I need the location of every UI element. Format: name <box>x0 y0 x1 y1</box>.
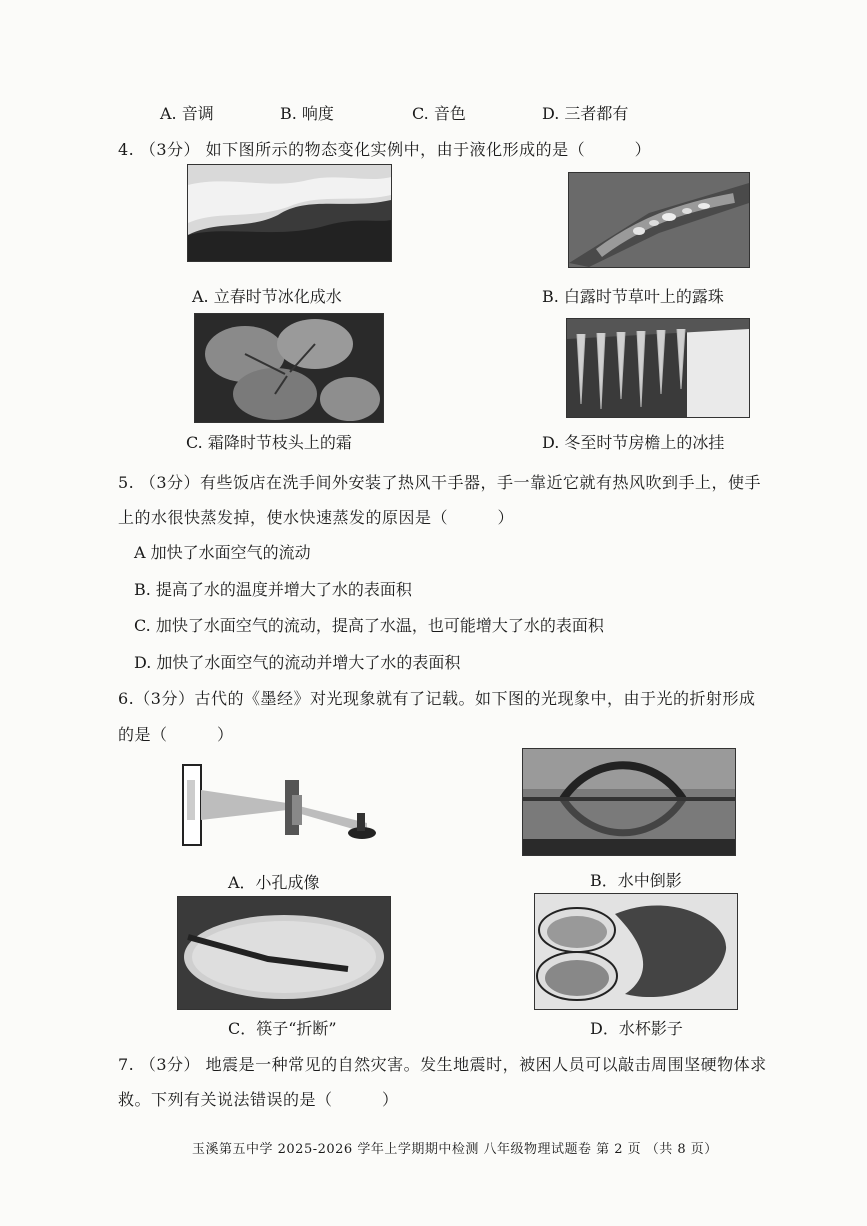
q7-stem-line1: 7. （3分） 地震是一种常见的自然灾害。发生地震时，被困人员可以敲击周围坚硬物体求 <box>118 1055 767 1074</box>
q6-caption-d: D．水杯影子 <box>590 1019 683 1038</box>
q3-option-c: C. 音色 <box>412 104 466 123</box>
q3-option-b: B. 响度 <box>280 104 334 123</box>
q3-option-a: A. 音调 <box>160 104 214 123</box>
q6-stem-line2: 的是（ ） <box>118 725 234 744</box>
pinhole-camera-diagram <box>177 755 389 855</box>
q5-option-b: B. 提高了水的温度并增大了水的表面积 <box>134 580 412 599</box>
bridge-reflection-photo <box>522 748 736 856</box>
q4-stem: 4. （3分） 如下图所示的物态变化实例中，由于液化形成的是（ ） <box>118 140 652 159</box>
q6-caption-b: B．水中倒影 <box>590 871 682 890</box>
q5-stem-line1: 5. （3分）有些饭店在洗手间外安装了热风干手器，手一靠近它就有热风吹到手上，使手 <box>118 473 762 492</box>
page-footer: 玉溪第五中学 2025-2026 学年上学期期中检测 八年级物理试题卷 第 2 页 （共 8 页） <box>192 1142 718 1157</box>
q5-stem-line2: 上的水很快蒸发掉，使水快速蒸发的原因是（ ） <box>118 508 515 527</box>
q3-option-d: D. 三者都有 <box>542 104 629 123</box>
q5-option-c: C. 加快了水面空气的流动，提高了水温，也可能增大了水的表面积 <box>134 616 604 635</box>
icicles-photo <box>566 318 750 418</box>
cup-shadow-photo <box>534 893 738 1010</box>
dew-on-leaf-photo <box>568 172 750 268</box>
q4-caption-b: B. 白露时节草叶上的露珠 <box>542 287 724 306</box>
bent-chopstick-photo <box>177 896 391 1010</box>
q7-stem-line2: 救。下列有关说法错误的是（ ） <box>118 1090 399 1109</box>
q4-caption-a: A. 立春时节冰化成水 <box>192 287 342 306</box>
frost-on-leaves-photo <box>194 313 384 423</box>
q5-option-a: A 加快了水面空气的流动 <box>134 543 311 562</box>
q6-stem-line1: 6.（3分）古代的《墨经》对光现象就有了记载。如下图的光现象中，由于光的折射形成 <box>118 689 756 708</box>
q6-caption-c: C．筷子“折断” <box>228 1019 337 1038</box>
ice-melting-photo <box>187 164 392 262</box>
q4-caption-c: C. 霜降时节枝头上的霜 <box>186 433 352 452</box>
q5-option-d: D. 加快了水面空气的流动并增大了水的表面积 <box>134 653 461 672</box>
q6-caption-a: A．小孔成像 <box>228 873 320 892</box>
q4-caption-d: D. 冬至时节房檐上的冰挂 <box>542 433 725 452</box>
